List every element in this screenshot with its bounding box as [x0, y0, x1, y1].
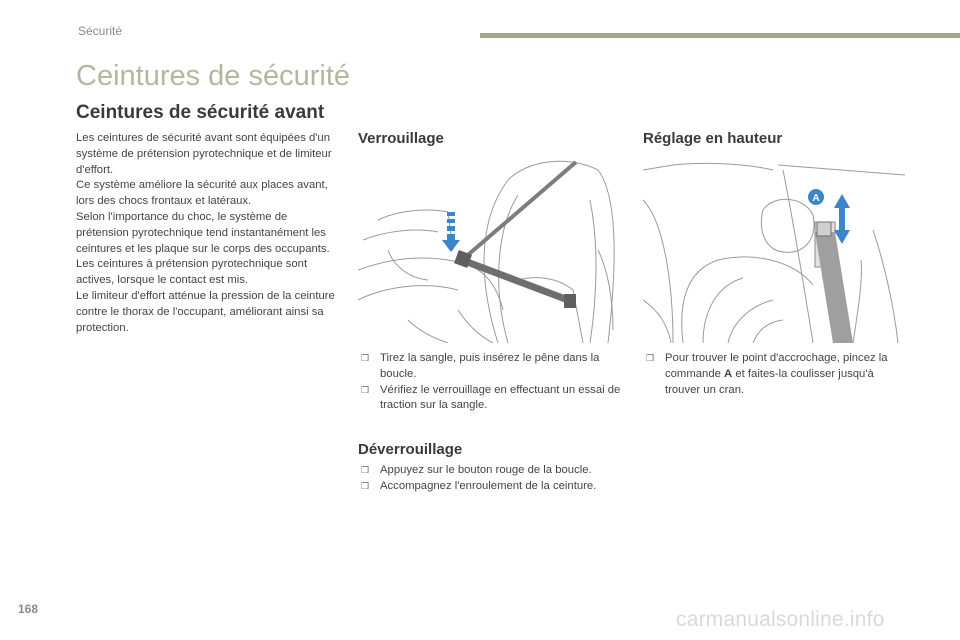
- checkbox-bullet-icon: ❒: [361, 480, 370, 491]
- checkbox-bullet-icon: ❒: [361, 465, 370, 475]
- checkbox-bullet-icon: ❒: [361, 353, 370, 363]
- checkbox-bullet-icon: ❒: [361, 384, 370, 395]
- list-item: ❒ Pour trouver le point d'accrochage, pincez la commande A et faites-la coulisser jusqu'à trouver un cran.: [646, 352, 888, 396]
- intro-text: [76, 131, 338, 336]
- seatbelt-height-illustration: [643, 160, 905, 343]
- intro-paragraph: Ce système améliore la sécurité aux places avant, lors des chocs frontaux et latéraux.: [76, 179, 328, 208]
- intro-paragraph: Les ceintures de sécurité avant sont équipées d'un système de prétension pyrotechnique et de limiteur d'effort.: [76, 132, 332, 176]
- list-item: ❒ Accompagnez l'enroulement de la ceinture.: [358, 479, 633, 495]
- header-bar: [480, 33, 960, 38]
- command-a-label: A: [724, 367, 733, 380]
- intro-paragraph: Selon l'importance du choc, le système de prétension pyrotechnique tend instantanément les ceintures et les plaque sur le corps des occupants.: [76, 210, 330, 255]
- page-title: Ceintures de sécurité: [76, 60, 351, 92]
- reglage-heading: Réglage en hauteur: [643, 130, 783, 147]
- intro-paragraph: Les ceintures à prétension pyrotechnique sont actives, lorsque le contact est mis.: [76, 258, 308, 287]
- verrouillage-heading: Verrouillage: [358, 130, 444, 147]
- reglage-list: [643, 351, 905, 398]
- intro-paragraph: Le limiteur d'effort atténue la pression de la ceinture contre le thorax de l'occupant, améliorant ainsi sa protection.: [76, 289, 335, 334]
- list-item: ❒ Vérifiez le verrouillage en effectuant un essai de traction sur la sangle.: [361, 383, 621, 412]
- verrouillage-list: [358, 351, 623, 414]
- list-item: ❒ Tirez la sangle, puis insérez le pêne dans la boucle.: [361, 352, 600, 380]
- deverrouillage-heading: Déverrouillage: [358, 441, 463, 458]
- checkbox-bullet-icon: ❒: [646, 353, 655, 363]
- callout-a-label: A: [812, 193, 820, 204]
- list-item: ❒ Appuyez sur le bouton rouge de la boucle.: [358, 463, 633, 479]
- deverrouillage-list: [358, 463, 633, 495]
- watermark: carmanualsonline.info: [676, 608, 885, 631]
- seatbelt-locking-illustration: [358, 160, 620, 343]
- page-number: 168: [18, 602, 39, 616]
- section-subtitle: Ceintures de sécurité avant: [76, 102, 325, 123]
- section-label: Sécurité: [78, 24, 123, 38]
